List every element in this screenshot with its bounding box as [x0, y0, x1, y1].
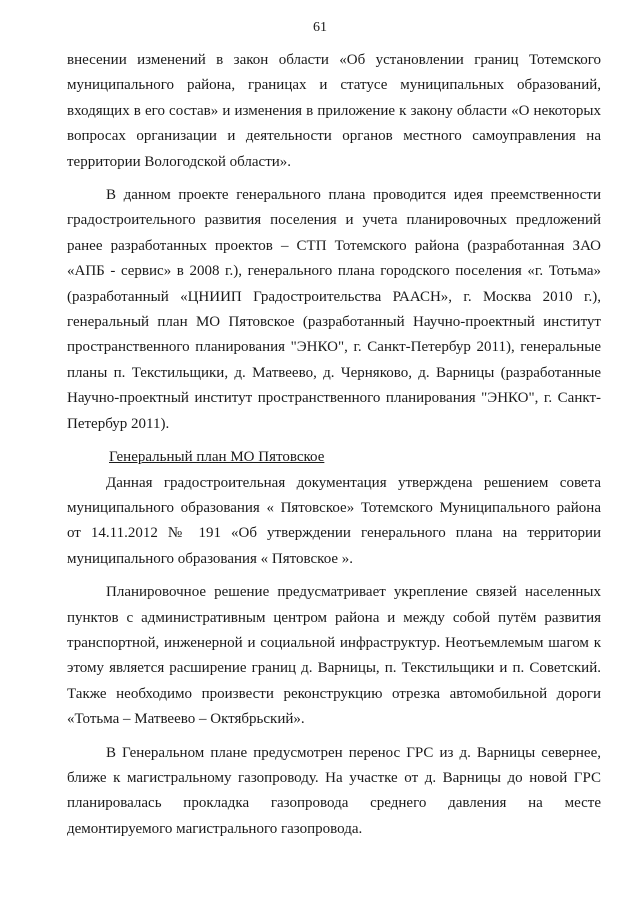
paragraph-planning-decision: Планировочное решение предусматривает укрепление связей населенных пунктов с административным центром района и между собой путём развития транспортной, инженерной и социальной инфраструктур. Неотъемлемым шагом к этому является расширение границ д. Варницы, п. Текстильщики и п. Советский. Также необходимо произвести реконструкцию отрезка автомобильной дороги «Тотьма – Матвеево – Октябрьский». [67, 584, 601, 728]
paragraph-continuation: внесении изменений в закон области «Об установлении границ Тотемского муниципального района, границах и статусе муниципальных образований, входящих в его состав» и изменения в приложение к закону области «О некоторых вопросах организации и деятельности органов местного самоуправления на территории Вологодской области». [67, 52, 601, 170]
document-body [67, 48, 601, 842]
paragraph-approval: Данная градостроительная документация утверждена решением совета муниципального образования « Пятовское» Тотемского Муниципального района от 14.11.2012 № 191 «Об утверждении генерального плана на территории муниципального образования « Пятовское ». [67, 474, 601, 567]
paragraph-gas-station: В Генеральном плане предусмотрен перенос ГРС из д. Варницы севернее, ближе к магистральному газопроводу. На участке от д. Варницы до новой ГРС планировалась прокладка газопровода среднего давления на месте демонтируемого магистрального газопровода. [67, 744, 601, 837]
paragraph-continuity: В данном проекте генерального плана проводится идея преемственности градостроительного развития поселения и учета планировочных предложений ранее разработанных проектов – СТП Тотемского района (разработанная ЗАО «АПБ - сервис» в 2008 г.), генерального плана городского поселения «г. Тотьма» (разработанный «ЦНИИП Градостроительства РААСН», г. Москва 2010 г.), генеральный план МО Пятовское (разработанный Научно-проектный институт пространственного планирования "ЭНКО", г. Санкт-Петербур 2011), генеральные планы п. Текстильщики, д. Матвеево, д. Черняково, д. Варницы (разработанные Научно-проектный институт пространственного планирования "ЭНКО", г. Санкт-Петербур 2011). [67, 187, 601, 432]
section-heading: Генеральный план МО Пятовское [109, 449, 325, 466]
page-number: 61 [313, 20, 327, 35]
